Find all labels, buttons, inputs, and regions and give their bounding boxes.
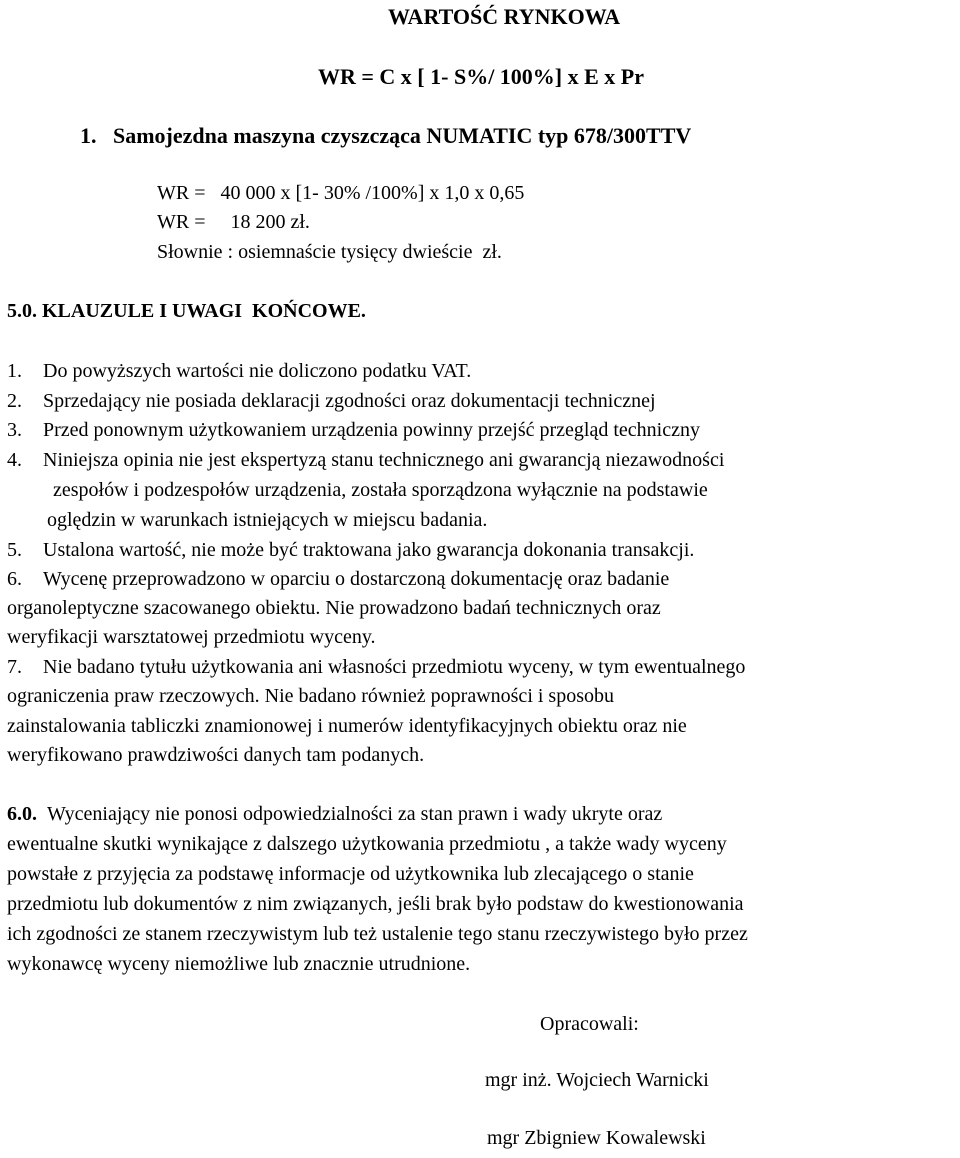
- document-title: WARTOŚĆ RYNKOWA: [388, 4, 621, 29]
- section-6-paragraph-line-6: wykonawcę wyceny niemożliwe lub znacznie utrudnione.: [7, 953, 471, 975]
- section-6-number: 6.0.: [7, 803, 37, 825]
- clause-6: [7, 569, 669, 589]
- section-6-paragraph-line-4: przedmiotu lub dokumentów z nim związanych, jeśli brak było podstaw do kwestionowania: [7, 893, 744, 915]
- clause-text: Sprzedający nie posiada deklaracji zgodności oraz dokumentacji technicznej: [43, 390, 656, 412]
- section-5-title: 5.0. KLAUZULE I UWAGI KOŃCOWE.: [7, 300, 366, 322]
- section-6-paragraph-line-2: ewentualne skutki wynikające z dalszego użytkowania przedmiotu , a także wady wyceny: [7, 833, 727, 855]
- prepared-by-label: Opracowali:: [540, 1013, 639, 1035]
- clause-7-continued-1: ograniczenia praw rzeczowych. Nie badano również poprawności i sposobu: [7, 685, 614, 707]
- clause-number: 6.: [7, 568, 22, 590]
- clause-6-continued-1: organoleptyczne szacowanego obiektu. Nie prowadzono badań technicznych oraz: [7, 597, 661, 619]
- clause-number: 3.: [7, 419, 22, 441]
- section-6-text: Wyceniający nie ponosi odpowiedzialności za stan prawn i wady ukryte oraz: [47, 803, 663, 825]
- clause-number: 1.: [7, 360, 22, 382]
- clause-1: [7, 361, 471, 381]
- calculation-line-1: WR = 40 000 x [1- 30% /100%] x 1,0 x 0,65: [157, 182, 525, 204]
- clause-text: Niniejsza opinia nie jest ekspertyzą stanu technicznego ani gwarancją niezawodności: [43, 449, 725, 471]
- clause-4-continued-1: zespołów i podzespołów urządzenia, została sporządzona wyłącznie na podstawie: [53, 479, 708, 501]
- clause-7: [7, 657, 745, 677]
- item-name: Samojezdna maszyna czyszcząca NUMATIC typ 678/300TTV: [113, 123, 692, 148]
- clause-3: [7, 420, 700, 440]
- clause-text: Przed ponownym użytkowaniem urządzenia powinny przejść przegląd techniczny: [43, 419, 700, 441]
- clause-number: 7.: [7, 656, 22, 678]
- clause-7-continued-3: weryfikowano prawdziwości danych tam podanych.: [7, 744, 425, 766]
- clause-number: 5.: [7, 539, 22, 561]
- calculation-line-2: WR = 18 200 zł.: [157, 211, 310, 233]
- clause-2: [7, 391, 656, 411]
- clause-text: Do powyższych wartości nie doliczono podatku VAT.: [43, 360, 472, 382]
- signatory-1: mgr inż. Wojciech Warnicki: [485, 1069, 709, 1091]
- clause-4: [7, 450, 724, 470]
- clause-text: Nie badano tytułu użytkowania ani własności przedmiotu wyceny, w tym ewentualnego: [43, 656, 746, 678]
- clause-number: 4.: [7, 449, 22, 471]
- valuation-formula: WR = C x [ 1- S%/ 100%] x E x Pr: [318, 64, 645, 89]
- clause-number: 2.: [7, 390, 22, 412]
- clause-4-continued-2: oględzin w warunkach istniejących w miejscu badania.: [47, 509, 488, 531]
- clause-6-continued-2: weryfikacji warsztatowej przedmiotu wyceny.: [7, 626, 376, 648]
- clause-text: Ustalona wartość, nie może być traktowana jako gwarancja dokonania transakcji.: [43, 539, 695, 561]
- calculation-words: Słownie : osiemnaście tysięcy dwieście zł.: [157, 241, 502, 263]
- clause-text: Wycenę przeprowadzono w oparciu o dostarczoną dokumentację oraz badanie: [43, 568, 670, 590]
- clause-5: [7, 540, 694, 560]
- item-number: 1.: [80, 123, 97, 148]
- signatory-2: mgr Zbigniew Kowalewski: [487, 1127, 706, 1149]
- item-heading: [80, 125, 691, 147]
- clause-7-continued-2: zainstalowania tabliczki znamionowej i numerów identyfikacyjnych obiektu oraz nie: [7, 715, 687, 737]
- section-6-paragraph-line-1: [7, 804, 662, 824]
- section-6-paragraph-line-3: powstałe z przyjęcia za podstawę informacje od użytkownika lub zlecającego o stanie: [7, 863, 694, 885]
- section-6-paragraph-line-5: ich zgodności ze stanem rzeczywistym lub też ustalenie tego stanu rzeczywistego było przez: [7, 923, 748, 945]
